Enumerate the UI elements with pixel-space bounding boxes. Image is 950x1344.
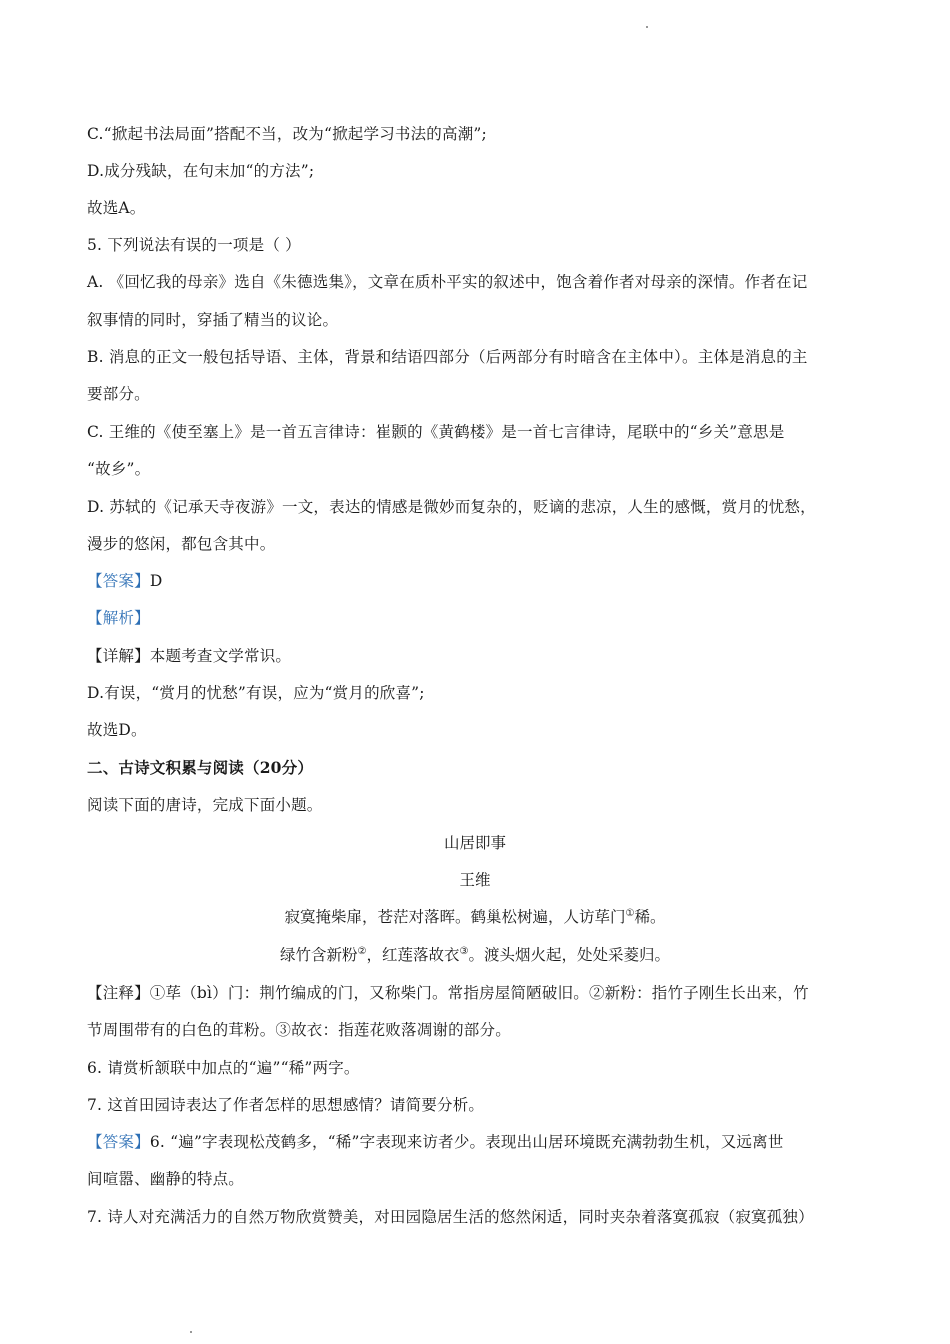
reading-instruction: 阅读下面的唐诗，完成下面小题。 [87,796,323,814]
q5-detail-d: D.有误，“赏月的忧愁”有误，应为“赏月的欣喜”; [87,684,425,702]
poem-line-1: 寂寞掩柴扉，苍茫对落晖。鹤巢松树遍，人访荜门①稀。 [284,907,666,926]
q5-option-d: D. 苏轼的《记承天寺夜游》一文，表达的情感是微妙而复杂的，贬谪的悲凉，人生的感慨，赏月的忧愁， [87,498,816,516]
q5-option-a: A. 《回忆我的母亲》选自《朱德选集》，文章在质朴平实的叙述中，饱含着作者对母亲的深情。作者在记 [87,273,808,291]
q5-option-c-cont: “故乡”。 [87,460,151,478]
q5-question: 5. 下列说法有误的一项是（ ） [87,236,301,254]
q5-option-a-cont: 叙事情的同时，穿插了精当的议论。 [87,311,339,329]
poem-notes-cont: 节周围带有的白色的茸粉。③故衣：指莲花败落凋谢的部分。 [87,1021,511,1039]
q4-conclusion: 故选A。 [87,199,146,217]
q6-answer-cont: 间喧嚣、幽静的特点。 [87,1170,245,1188]
analysis-tag: 【解析】 [87,609,150,627]
q5-detail: 【详解】本题考查文学常识。 [87,647,292,665]
q5-answer: 【答案】D [87,572,163,590]
q5-analysis-tag [87,607,150,629]
q5-conclusion: 故选D。 [87,721,147,739]
q7-question: 7. 这首田园诗表达了作者怎样的思想感情？请简要分析。 [87,1096,485,1114]
header-dot-mark [646,26,648,28]
poem-notes: 【注释】①荜（bì）门：荆竹编成的门，又称柴门。常指房屋简陋破旧。②新粉：指竹子刚生长出来，竹 [87,984,809,1002]
answer-tag: 【答案】 [87,572,150,590]
q6-question: 6. 请赏析颔联中加点的“遍”“稀”两字。 [87,1059,360,1077]
section-2-heading: 二、古诗文积累与阅读（20分） [87,758,314,777]
poem-line-2: 绿竹含新粉②，红莲落故衣③。渡头烟火起，处处采菱归。 [280,945,670,964]
poem-title: 山居即事 [443,834,506,852]
q5-option-d-cont: 漫步的悠闲，都包含其中。 [87,535,276,553]
option-c-analysis: C.“掀起书法局面”搭配不当，改为“掀起学习书法的高潮”; [87,125,487,143]
q7-answer: 7. 诗人对充满活力的自然万物欣赏赞美，对田园隐居生活的悠然闲适，同时夹杂着落寞孤寂（寂寞孤独） [87,1208,814,1226]
q5-option-c: C. 王维的《使至塞上》是一首五言律诗：崔颢的《黄鹤楼》是一首七言律诗，尾联中的“乡关”意思是 [87,423,785,441]
q5-option-b: B. 消息的正文一般包括导语、主体，背景和结语四部分（后两部分有时暗含在主体中）。主体是消息的主 [87,348,808,366]
poem-author: 王维 [459,871,491,889]
answer-tag-2: 【答案】 [87,1133,150,1151]
option-d-analysis: D.成分残缺，在句末加“的方法”; [87,162,315,180]
footer-dot-mark [190,1331,192,1333]
q5-option-b-cont: 要部分。 [87,385,150,403]
q6-answer: 【答案】6. “遍”字表现松茂鹤多，“稀”字表现来访者少。表现出山居环境既充满勃勃生机，又远离世 [87,1133,784,1151]
